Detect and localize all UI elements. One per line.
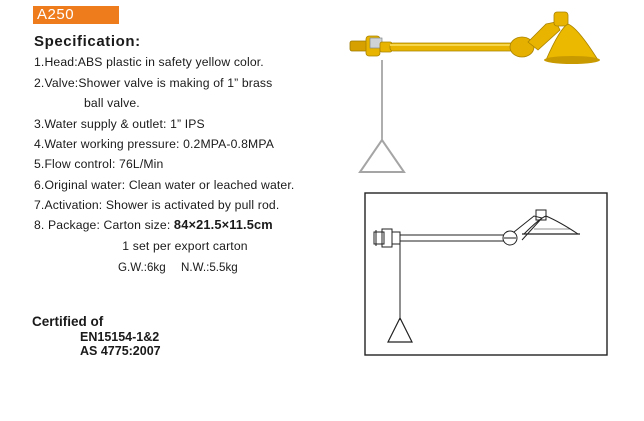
spec-item-head: 1.Head:ABS plastic in safety yellow color. xyxy=(34,55,264,69)
spec-heading: Specification: xyxy=(34,33,141,50)
spec-item-water: 6.Original water: Clean water or leached water. xyxy=(34,178,295,192)
spec-item-flow: 5.Flow control: 76L/Min xyxy=(34,157,164,171)
package-quantity: 1 set per export carton xyxy=(122,239,248,253)
gross-weight: G.W.:6kg xyxy=(118,261,166,274)
spec-item-activation: 7.Activation: Shower is activated by pull rod. xyxy=(34,198,280,212)
net-weight: N.W.:5.5kg xyxy=(181,261,238,274)
spec-item-valve: 2.Valve:Shower valve is making of 1” brass xyxy=(34,76,273,90)
spec-item-valve-cont: ball valve. xyxy=(84,96,140,110)
certification-title: Certified of xyxy=(32,314,104,329)
certification-standard: AS 4775:2007 xyxy=(80,344,161,358)
certification-standard: EN15154-1&2 xyxy=(80,330,160,344)
package-label: 8. Package: Carton size: xyxy=(34,218,174,232)
model-badge: A250 xyxy=(33,6,119,24)
spec-item-pressure: 4.Water working pressure: 0.2MPA-0.8MPA xyxy=(34,137,274,151)
product-line-drawing xyxy=(364,192,608,356)
spec-item-supply: 3.Water supply & outlet: 1” IPS xyxy=(34,117,205,131)
product-photo xyxy=(346,2,610,174)
package-size: 84×21.5×11.5cm xyxy=(173,217,273,232)
spec-item-package xyxy=(34,217,273,233)
